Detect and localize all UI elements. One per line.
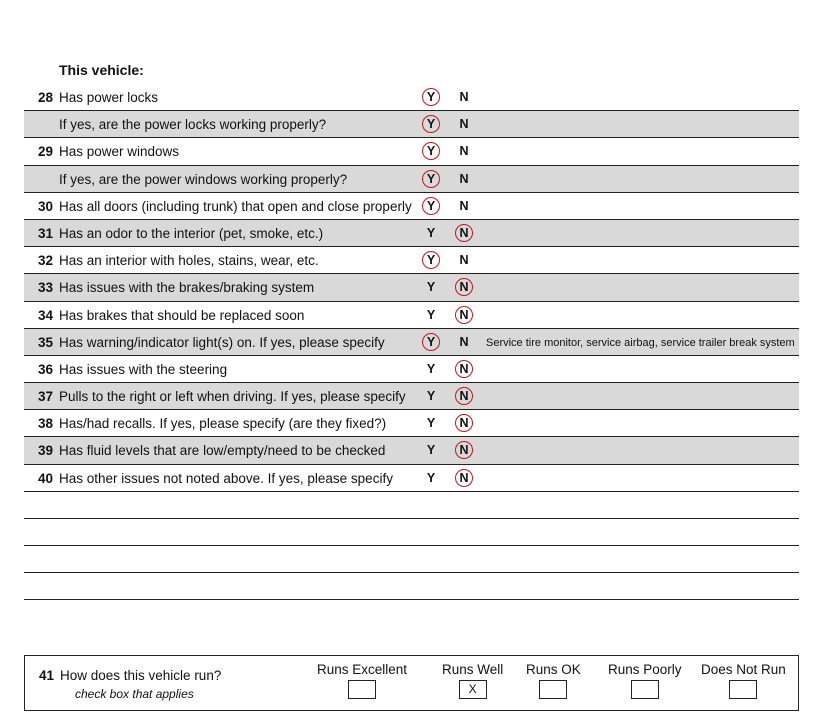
option-label: Does Not Run — [701, 662, 786, 677]
option-runs-well — [442, 662, 503, 699]
answer-no[interactable]: N — [455, 224, 473, 242]
option-label: Runs Poorly — [608, 662, 682, 677]
option-runs-excellent — [317, 662, 407, 702]
answer-yes[interactable]: Y — [426, 416, 436, 431]
question-row — [24, 437, 799, 464]
question-text: Has an odor to the interior (pet, smoke, etc.) — [59, 225, 324, 241]
question-number: 39 — [38, 443, 54, 459]
question-number: 37 — [38, 389, 54, 405]
question-number: 40 — [38, 470, 54, 486]
question-number: 28 — [38, 90, 54, 105]
blank-answer-line[interactable] — [24, 546, 799, 573]
question-text: If yes, are the power locks working properly? — [59, 117, 327, 133]
answer-yes[interactable]: Y — [422, 88, 440, 106]
answer-no[interactable]: N — [459, 253, 469, 268]
question-row — [24, 274, 799, 301]
option-checkbox[interactable] — [539, 680, 567, 699]
question-number: 34 — [38, 307, 54, 323]
question-text: Has issues with the steering — [59, 361, 228, 377]
answer-yes[interactable]: Y — [426, 470, 436, 485]
answer-no[interactable]: N — [455, 414, 473, 432]
answer-no[interactable]: N — [459, 334, 469, 349]
option-runs-ok — [526, 662, 581, 702]
question-text: Has power windows — [59, 144, 180, 160]
option-does-not-run — [701, 662, 786, 702]
option-label: Runs OK — [526, 662, 581, 677]
blank-answer-line[interactable] — [24, 519, 799, 546]
question-text: Has warning/indicator light(s) on. If yes, please specify — [59, 334, 385, 350]
answer-yes[interactable]: Y — [426, 307, 436, 322]
question-row — [24, 356, 799, 383]
question-row — [24, 166, 799, 193]
answer-no[interactable]: N — [455, 469, 473, 487]
question-row — [24, 84, 799, 111]
answer-no[interactable]: N — [459, 198, 469, 213]
answer-yes[interactable]: Y — [426, 225, 436, 240]
question-row — [24, 247, 799, 274]
question-number: 33 — [38, 280, 54, 296]
question-row — [24, 138, 799, 165]
question-text: Has other issues not noted above. If yes, please specify — [59, 470, 393, 486]
answer-yes[interactable]: Y — [422, 115, 440, 133]
question-number: 29 — [38, 144, 54, 160]
answer-no[interactable]: N — [459, 171, 469, 186]
option-checkbox[interactable] — [631, 680, 659, 699]
question-text: Has power locks — [59, 90, 159, 105]
question-row — [24, 193, 799, 220]
question-text: Has all doors (including trunk) that open and close properly — [59, 198, 412, 214]
answer-no[interactable]: N — [459, 117, 469, 132]
question-number: 38 — [38, 416, 54, 432]
option-label: Runs Excellent — [317, 662, 408, 677]
answer-no[interactable]: N — [455, 306, 473, 324]
option-checkbox[interactable] — [348, 680, 376, 699]
question-text: Pulls to the right or left when driving. If yes, please specify — [59, 389, 406, 405]
answer-yes[interactable]: Y — [422, 142, 440, 160]
option-label: Runs Well — [442, 662, 504, 677]
section-heading: This vehicle: — [59, 62, 144, 78]
option-runs-poorly — [608, 662, 682, 702]
question-row — [24, 383, 799, 410]
question-row — [24, 220, 799, 247]
answer-yes[interactable]: Y — [422, 197, 440, 215]
answer-yes[interactable]: Y — [426, 361, 436, 376]
answer-yes[interactable]: Y — [422, 170, 440, 188]
question-number: 41 — [39, 668, 55, 683]
question-number: 36 — [38, 361, 54, 377]
question-instruction: check box that applies — [75, 687, 194, 701]
question-row — [24, 111, 799, 138]
option-checkbox[interactable]: X — [459, 680, 487, 699]
answer-yes[interactable]: Y — [422, 251, 440, 269]
answer-no[interactable]: N — [455, 387, 473, 405]
question-text: Has/had recalls. If yes, please specify (are they fixed?) — [59, 416, 387, 432]
question-row — [24, 302, 799, 329]
question-number: 35 — [38, 334, 54, 350]
option-checkbox[interactable] — [729, 680, 757, 699]
question-text: Has fluid levels that are low/empty/need to be checked — [59, 443, 386, 459]
answer-no[interactable]: N — [455, 360, 473, 378]
blank-answer-line[interactable] — [24, 573, 799, 600]
question-text: How does this vehicle run? — [60, 668, 222, 683]
question-text: Has brakes that should be replaced soon — [59, 307, 305, 323]
answer-yes[interactable]: Y — [426, 280, 436, 295]
answer-no[interactable]: N — [459, 144, 469, 159]
answer-yes[interactable]: Y — [422, 333, 440, 351]
question-text: If yes, are the power windows working properly? — [59, 171, 348, 187]
question-row — [24, 465, 799, 492]
specify-answer: Service tire monitor, service airbag, service trailer break system — [486, 336, 795, 349]
question-41-box — [24, 655, 799, 711]
question-row — [24, 329, 799, 356]
answer-no[interactable]: N — [455, 278, 473, 296]
answer-yes[interactable]: Y — [426, 389, 436, 404]
question-text: Has an interior with holes, stains, wear, etc. — [59, 253, 319, 269]
question-list — [24, 84, 799, 600]
answer-no[interactable]: N — [455, 441, 473, 459]
question-row — [24, 410, 799, 437]
answer-yes[interactable]: Y — [426, 443, 436, 458]
answer-no[interactable]: N — [459, 90, 469, 104]
question-number: 31 — [38, 225, 54, 241]
question-text: Has issues with the brakes/braking system — [59, 280, 315, 296]
question-number: 30 — [38, 198, 54, 214]
question-number: 32 — [38, 253, 54, 269]
blank-answer-line[interactable] — [24, 492, 799, 519]
